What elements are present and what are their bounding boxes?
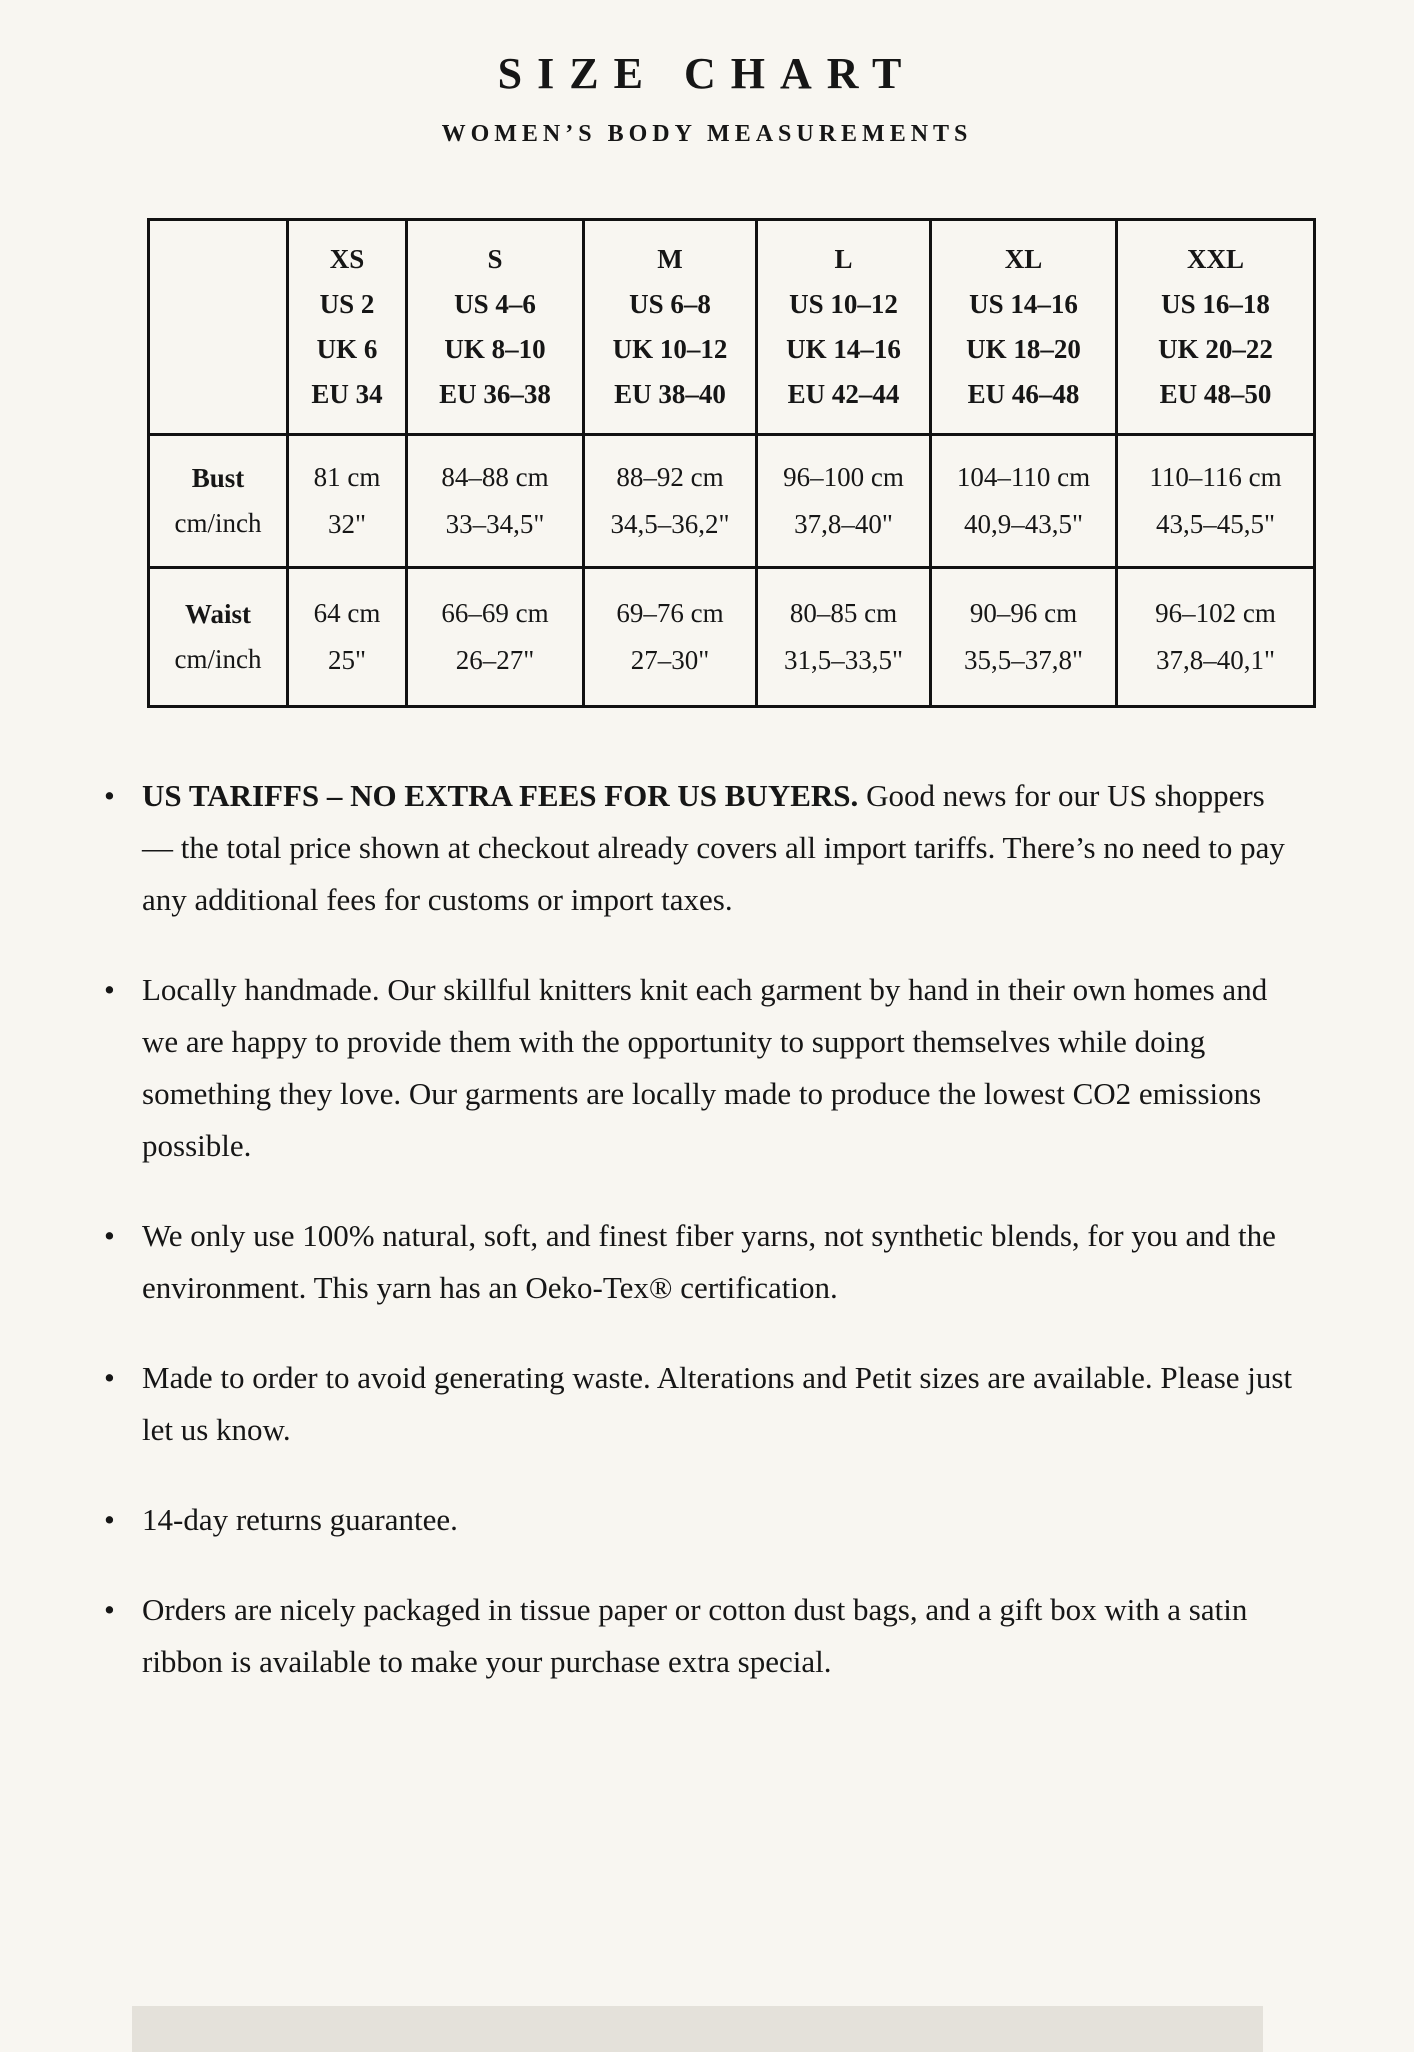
cm-value: 88–92 cm: [616, 462, 724, 492]
bullet-text: We only use 100% natural, soft, and finest fiber yarns, not synthetic blends, for you and the environment. This yarn has an Oeko-Tex® certification.: [142, 1218, 1276, 1305]
list-item-us-tariffs: [104, 770, 1294, 926]
inch-value: 33–34,5": [445, 509, 545, 539]
inch-value: 27–30": [630, 645, 710, 675]
waist-xxl-cell: [1117, 568, 1315, 707]
row-unit: cm/inch: [174, 644, 262, 674]
cm-value: 110–116 cm: [1149, 462, 1282, 492]
us-size: US 10–12: [789, 289, 898, 319]
row-header-waist: [149, 568, 288, 707]
bottom-image-placeholder: [132, 2006, 1263, 2052]
us-size: US 16–18: [1161, 289, 1270, 319]
inch-value: 43,5–45,5": [1155, 509, 1276, 539]
inch-value: 25": [327, 645, 367, 675]
eu-size: EU 36–38: [439, 379, 551, 409]
size-chart-table: [147, 218, 1316, 708]
bullet-icon: •: [104, 972, 115, 1007]
bullet-icon: •: [104, 1592, 115, 1627]
column-header-l: [757, 220, 931, 435]
column-header-xxl: [1117, 220, 1315, 435]
bullet-bold-text: US TARIFFS – NO EXTRA FEES FOR US BUYERS.: [142, 778, 859, 813]
cm-value: 84–88 cm: [441, 462, 549, 492]
size-label: XXL: [1186, 244, 1244, 274]
page-title: SIZE CHART: [497, 49, 917, 98]
list-item-returns-guarantee: [104, 1494, 1294, 1546]
eu-size: EU 48–50: [1159, 379, 1272, 409]
eu-size: EU 34: [311, 379, 383, 409]
row-header-bust: [149, 435, 288, 568]
list-item-natural-yarns: [104, 1210, 1294, 1314]
table-row-bust: [149, 435, 1315, 568]
bullet-icon: •: [104, 1218, 115, 1253]
uk-size: UK 14–16: [786, 334, 901, 364]
list-item-packaging: [104, 1584, 1294, 1688]
eu-size: EU 42–44: [787, 379, 900, 409]
bust-s-cell: [407, 435, 584, 568]
row-unit: cm/inch: [174, 508, 262, 538]
waist-xl-cell: [931, 568, 1117, 707]
inch-value: 34,5–36,2": [610, 509, 730, 539]
waist-xs-cell: [288, 568, 407, 707]
size-label: XL: [1004, 244, 1043, 274]
cm-value: 96–100 cm: [783, 462, 904, 492]
us-size: US 6–8: [629, 289, 711, 319]
cm-value: 80–85 cm: [789, 598, 898, 628]
column-header-s: [407, 220, 584, 435]
bullet-text: Good news for our US shoppers — the total price shown at checkout already covers all import tariffs. There’s no need to pay any additional fees for customs or import taxes.: [142, 778, 1285, 917]
uk-size: UK 10–12: [612, 334, 728, 364]
us-size: US 4–6: [454, 289, 536, 319]
size-label: M: [657, 244, 683, 274]
table-header-row: [149, 220, 1315, 435]
page-subtitle: WOMEN’S BODY MEASUREMENTS: [441, 121, 973, 147]
bullet-text: Locally handmade. Our skillful knitters knit each garment by hand in their own homes and we are happy to provide them with the opportunity to support themselves while doing something they love. Our garments are locally made to produce the lowest CO2 emissions possible.: [142, 972, 1268, 1163]
cm-value: 64 cm: [313, 598, 381, 628]
eu-size: EU 46–48: [967, 379, 1080, 409]
list-item-locally-handmade: [104, 964, 1294, 1172]
eu-size: EU 38–40: [614, 379, 726, 409]
cm-value: 96–102 cm: [1155, 598, 1276, 628]
cm-value: 104–110 cm: [956, 462, 1091, 492]
bullet-icon: •: [104, 1502, 115, 1537]
bullet-text: 14-day returns guarantee.: [142, 1502, 458, 1537]
bust-xl-cell: [931, 435, 1117, 568]
column-header-xl: [931, 220, 1117, 435]
uk-size: UK 20–22: [1158, 334, 1273, 364]
size-label: XS: [329, 244, 365, 274]
inch-value: 40,9–43,5": [963, 509, 1084, 539]
uk-size: UK 8–10: [444, 334, 546, 364]
cm-value: 66–69 cm: [441, 598, 549, 628]
table-row-waist: [149, 568, 1315, 707]
inch-value: 35,5–37,8": [963, 645, 1084, 675]
waist-l-cell: [757, 568, 931, 707]
us-size: US 2: [319, 289, 375, 319]
inch-value: 32": [327, 509, 367, 539]
inch-value: 37,8–40,1": [1155, 645, 1276, 675]
bust-m-cell: [584, 435, 757, 568]
size-label: L: [834, 244, 853, 274]
cm-value: 69–76 cm: [616, 598, 724, 628]
inch-value: 31,5–33,5": [783, 645, 904, 675]
uk-size: UK 6: [316, 334, 378, 364]
info-bullet-list: [104, 770, 1294, 1688]
bust-xxl-cell: [1117, 435, 1315, 568]
row-label: Bust: [191, 463, 245, 493]
inch-value: 37,8–40": [794, 509, 893, 539]
uk-size: UK 18–20: [966, 334, 1081, 364]
waist-m-cell: [584, 568, 757, 707]
table-corner-cell: [149, 220, 288, 435]
bullet-text: Made to order to avoid generating waste. Alterations and Petit sizes are available. Please just let us know.: [142, 1360, 1293, 1447]
cm-value: 81 cm: [313, 462, 381, 492]
bullet-text: Orders are nicely packaged in tissue paper or cotton dust bags, and a gift box with a satin ribbon is available to make your purchase extra special.: [142, 1592, 1248, 1679]
row-label: Waist: [184, 599, 251, 629]
us-size: US 14–16: [969, 289, 1078, 319]
column-header-xs: [288, 220, 407, 435]
waist-s-cell: [407, 568, 584, 707]
list-item-made-to-order: [104, 1352, 1294, 1456]
bust-xs-cell: [288, 435, 407, 568]
cm-value: 90–96 cm: [969, 598, 1078, 628]
bullet-icon: •: [104, 1360, 115, 1395]
inch-value: 26–27": [455, 645, 535, 675]
bullet-icon: •: [104, 778, 115, 813]
column-header-m: [584, 220, 757, 435]
bust-l-cell: [757, 435, 931, 568]
size-label: S: [487, 244, 503, 274]
